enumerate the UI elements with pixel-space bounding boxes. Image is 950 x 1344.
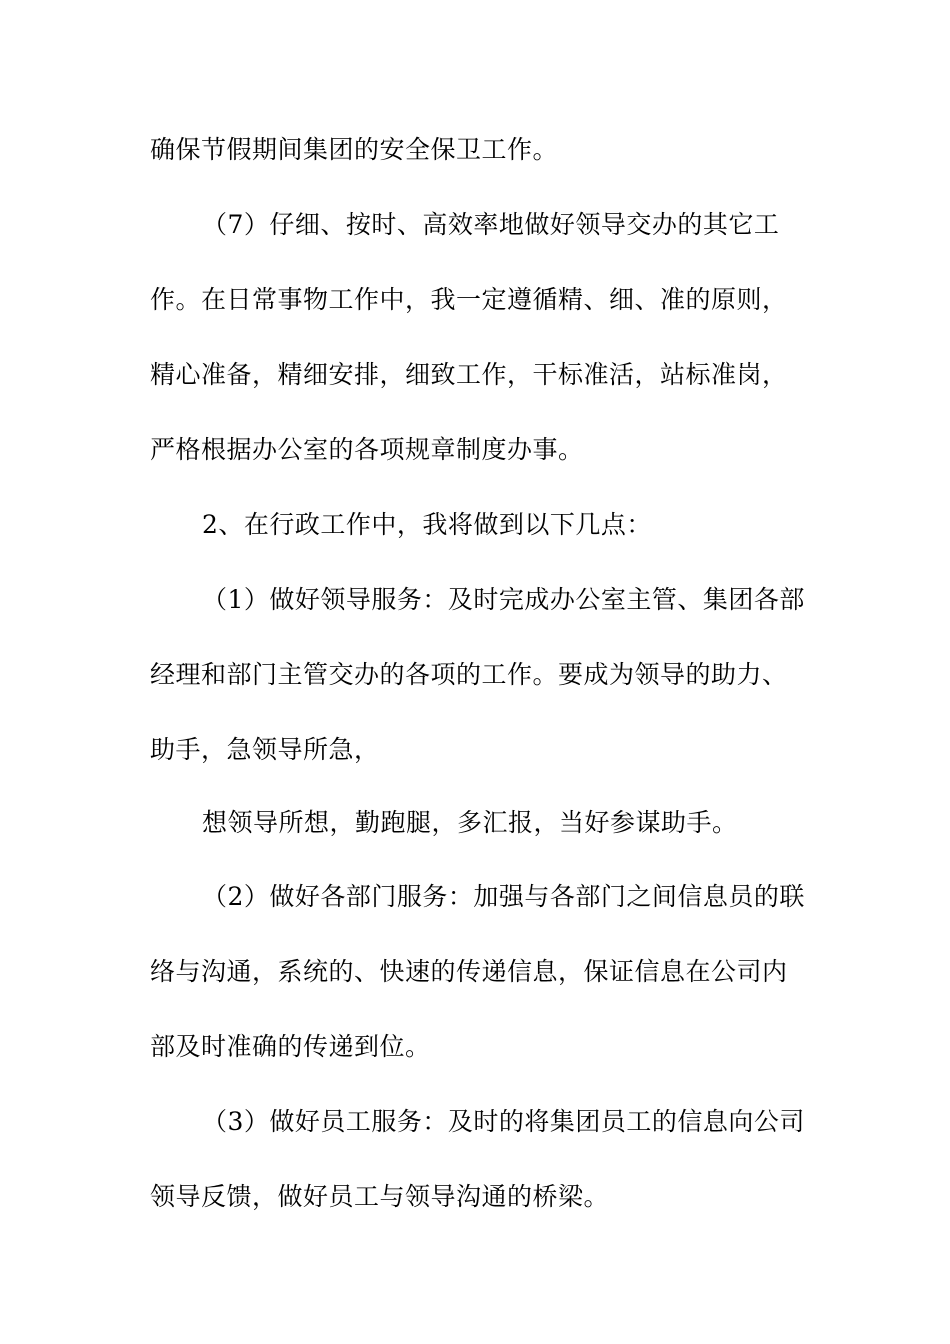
text-line: （7）仔细、按时、高效率地做好领导交办的其它工 — [202, 210, 780, 239]
text-line: 2、在行政工作中，我将做到以下几点： — [202, 510, 652, 539]
text-line: （2）做好各部门服务：加强与各部门之间信息员的联 — [202, 882, 805, 911]
text-line: 络与沟通，系统的、快速的传递信息，保证信息在公司内 — [150, 957, 788, 986]
text-line: 精心准备，精细安排，细致工作，干标准活，站标准岗， — [150, 360, 788, 389]
text-line: （3）做好员工服务：及时的将集团员工的信息向公司 — [202, 1107, 805, 1136]
text-line: 严格根据办公室的各项规章制度办事。 — [150, 435, 584, 464]
text-line: 领导反馈，做好员工与领导沟通的桥梁。 — [150, 1182, 610, 1211]
text-line: 想领导所想，勤跑腿，多汇报，当好参谋助手。 — [202, 808, 738, 837]
text-line: 确保节假期间集团的安全保卫工作。 — [150, 135, 559, 164]
text-line: （1）做好领导服务：及时完成办公室主管、集团各部 — [202, 585, 805, 614]
text-line: 部及时准确的传递到位。 — [150, 1032, 431, 1061]
text-line: 经理和部门主管交办的各项的工作。要成为领导的助力、 — [150, 660, 788, 689]
text-line: 助手，急领导所急， — [150, 735, 380, 764]
text-line: 作。在日常事物工作中，我一定遵循精、细、准的原则， — [150, 285, 788, 314]
